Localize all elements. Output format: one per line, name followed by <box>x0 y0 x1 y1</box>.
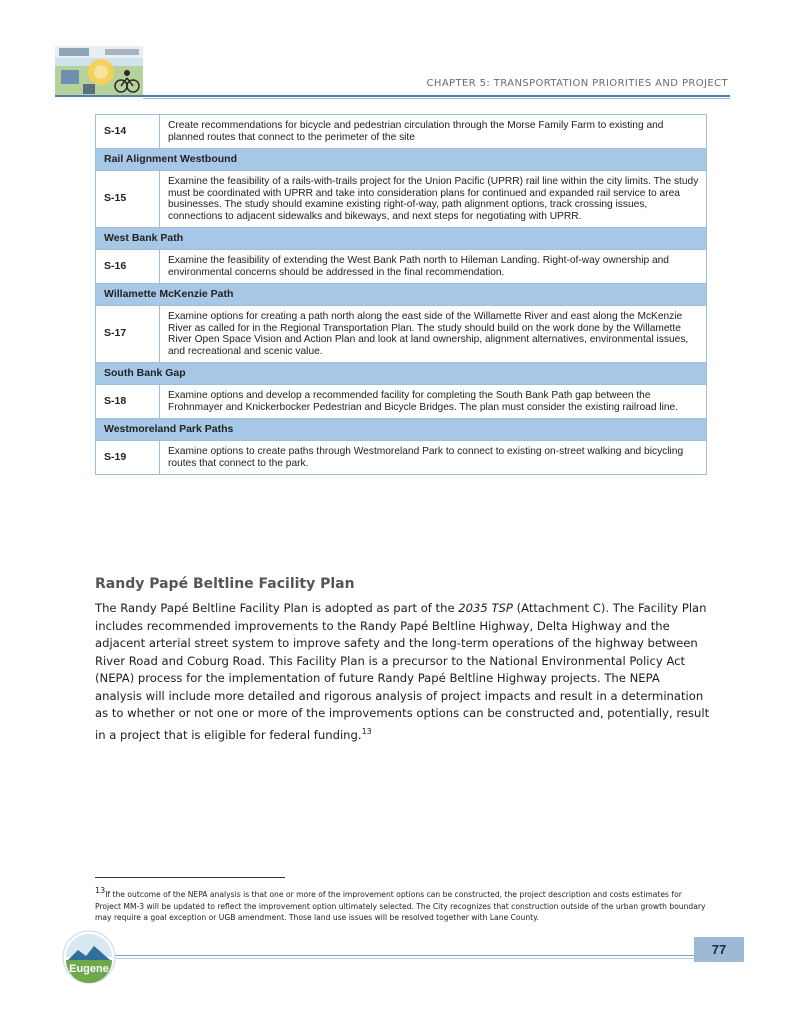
table-section-row <box>96 149 707 171</box>
table-section-row <box>96 228 707 250</box>
footnote-text: If the outcome of the NEPA analysis is that one or more of the improvement options can be constructed, the project description and costs estimates for Project MM-3 will be updated to reflect the improvement option ultimately selected. The City recognizes that construction outside of the urban growth boundary may require a goal exception or UGB amendment. Those land use issues will be resolved together with Lane County. <box>95 890 706 922</box>
table-row <box>96 115 707 149</box>
section-title: Willamette McKenzie Path <box>96 284 707 306</box>
footnote-reference[interactable]: 13 <box>361 726 372 736</box>
section-title: Rail Alignment Westbound <box>96 149 707 171</box>
project-description: Examine options to create paths through Westmoreland Park to connect to existing on-street walking and bicycling routes that connect to the park. <box>160 441 707 475</box>
table-row <box>96 250 707 284</box>
para-text-after: (Attachment C). The Facility Plan includes recommended improvements to the Randy Papé Beltline Highway, Delta Highway and the adjacent arterial street system to improve safety and the long-term operations of the highway between River Road and Coburg Road. This Facility Plan is a precursor to the National Environmental Policy Act (NEPA) process for the implementation of future Randy Papé Beltline Highway projects. The NEPA analysis will include more detailed and rigorous analysis of project impacts and result in a determination as to whether or not one or more of the improvements options can be constructed and, potentially, result in a project that is eligible for federal funding. <box>95 601 710 742</box>
projects-table <box>95 114 707 475</box>
para-italic: 2035 TSP <box>458 601 513 615</box>
project-code: S-16 <box>96 250 160 284</box>
table-section-row <box>96 419 707 441</box>
project-code: S-19 <box>96 441 160 475</box>
project-code: S-15 <box>96 171 160 228</box>
header-rule <box>55 95 730 97</box>
project-description: Examine options for creating a path north along the east side of the Willamette River and east along the McKenzie River as called for in the Regional Transportation Plan. The study should build on the work done by the Willamette River Open Space Vision and Action Plan and look at land ownership, alignment alternatives, environmental issues, and recreational and scenic value. <box>160 306 707 363</box>
eugene-logo <box>62 930 116 984</box>
page-number: 77 <box>694 937 744 962</box>
project-description: Examine the feasibility of extending the West Bank Path north to Hileman Landing. Right-of-way ownership and environmental concerns should be addressed in the final recommendation. <box>160 250 707 284</box>
transportation-collage-icon <box>55 46 143 96</box>
project-description: Examine options and develop a recommended facility for completing the South Bank Path gap between the Frohnmayer and Knickerbocker Pedestrian and Bicycle Bridges. The plan must consider the existing railroad line. <box>160 385 707 419</box>
logo-wordmark: Eugene <box>69 963 109 975</box>
footnote-rule <box>95 877 285 878</box>
project-code: S-17 <box>96 306 160 363</box>
table-row <box>96 171 707 228</box>
section-title: Westmoreland Park Paths <box>96 419 707 441</box>
footnote-mark: 13 <box>95 886 106 895</box>
section-paragraph <box>95 600 710 744</box>
table-row <box>96 306 707 363</box>
footer-rule-secondary <box>110 958 695 959</box>
chapter-title: CHAPTER 5: TRANSPORTATION PRIORITIES AND PROJECT <box>426 78 728 89</box>
project-description: Examine the feasibility of a rails-with-trails project for the Union Pacific (UPRR) rail line within the city limits. The study must be coordinated with UPRR and take into consideration plans for continued and expanded rail service to area businesses. The study should examine existing right-of-way, path alignment options, track crossing issues, connections to adjacent sidewalks and bikeways, and next steps for negotiating with UPRR. <box>160 171 707 228</box>
header-rule-thin <box>143 98 730 99</box>
footer-rule <box>110 955 695 956</box>
table-section-row <box>96 284 707 306</box>
table-section-row <box>96 363 707 385</box>
project-description: Create recommendations for bicycle and pedestrian circulation through the Morse Family Farm to existing and planned routes that connect to the perimeter of the site <box>160 115 707 149</box>
project-code: S-14 <box>96 115 160 149</box>
header-photo-collage <box>55 46 143 96</box>
table-row <box>96 385 707 419</box>
section-heading: Randy Papé Beltline Facility Plan <box>95 576 355 592</box>
para-text-before: The Randy Papé Beltline Facility Plan is adopted as part of the <box>95 601 459 615</box>
footnote <box>95 885 710 924</box>
section-title: South Bank Gap <box>96 363 707 385</box>
project-code: S-18 <box>96 385 160 419</box>
eugene-logo-icon <box>62 930 116 984</box>
table-row <box>96 441 707 475</box>
section-title: West Bank Path <box>96 228 707 250</box>
